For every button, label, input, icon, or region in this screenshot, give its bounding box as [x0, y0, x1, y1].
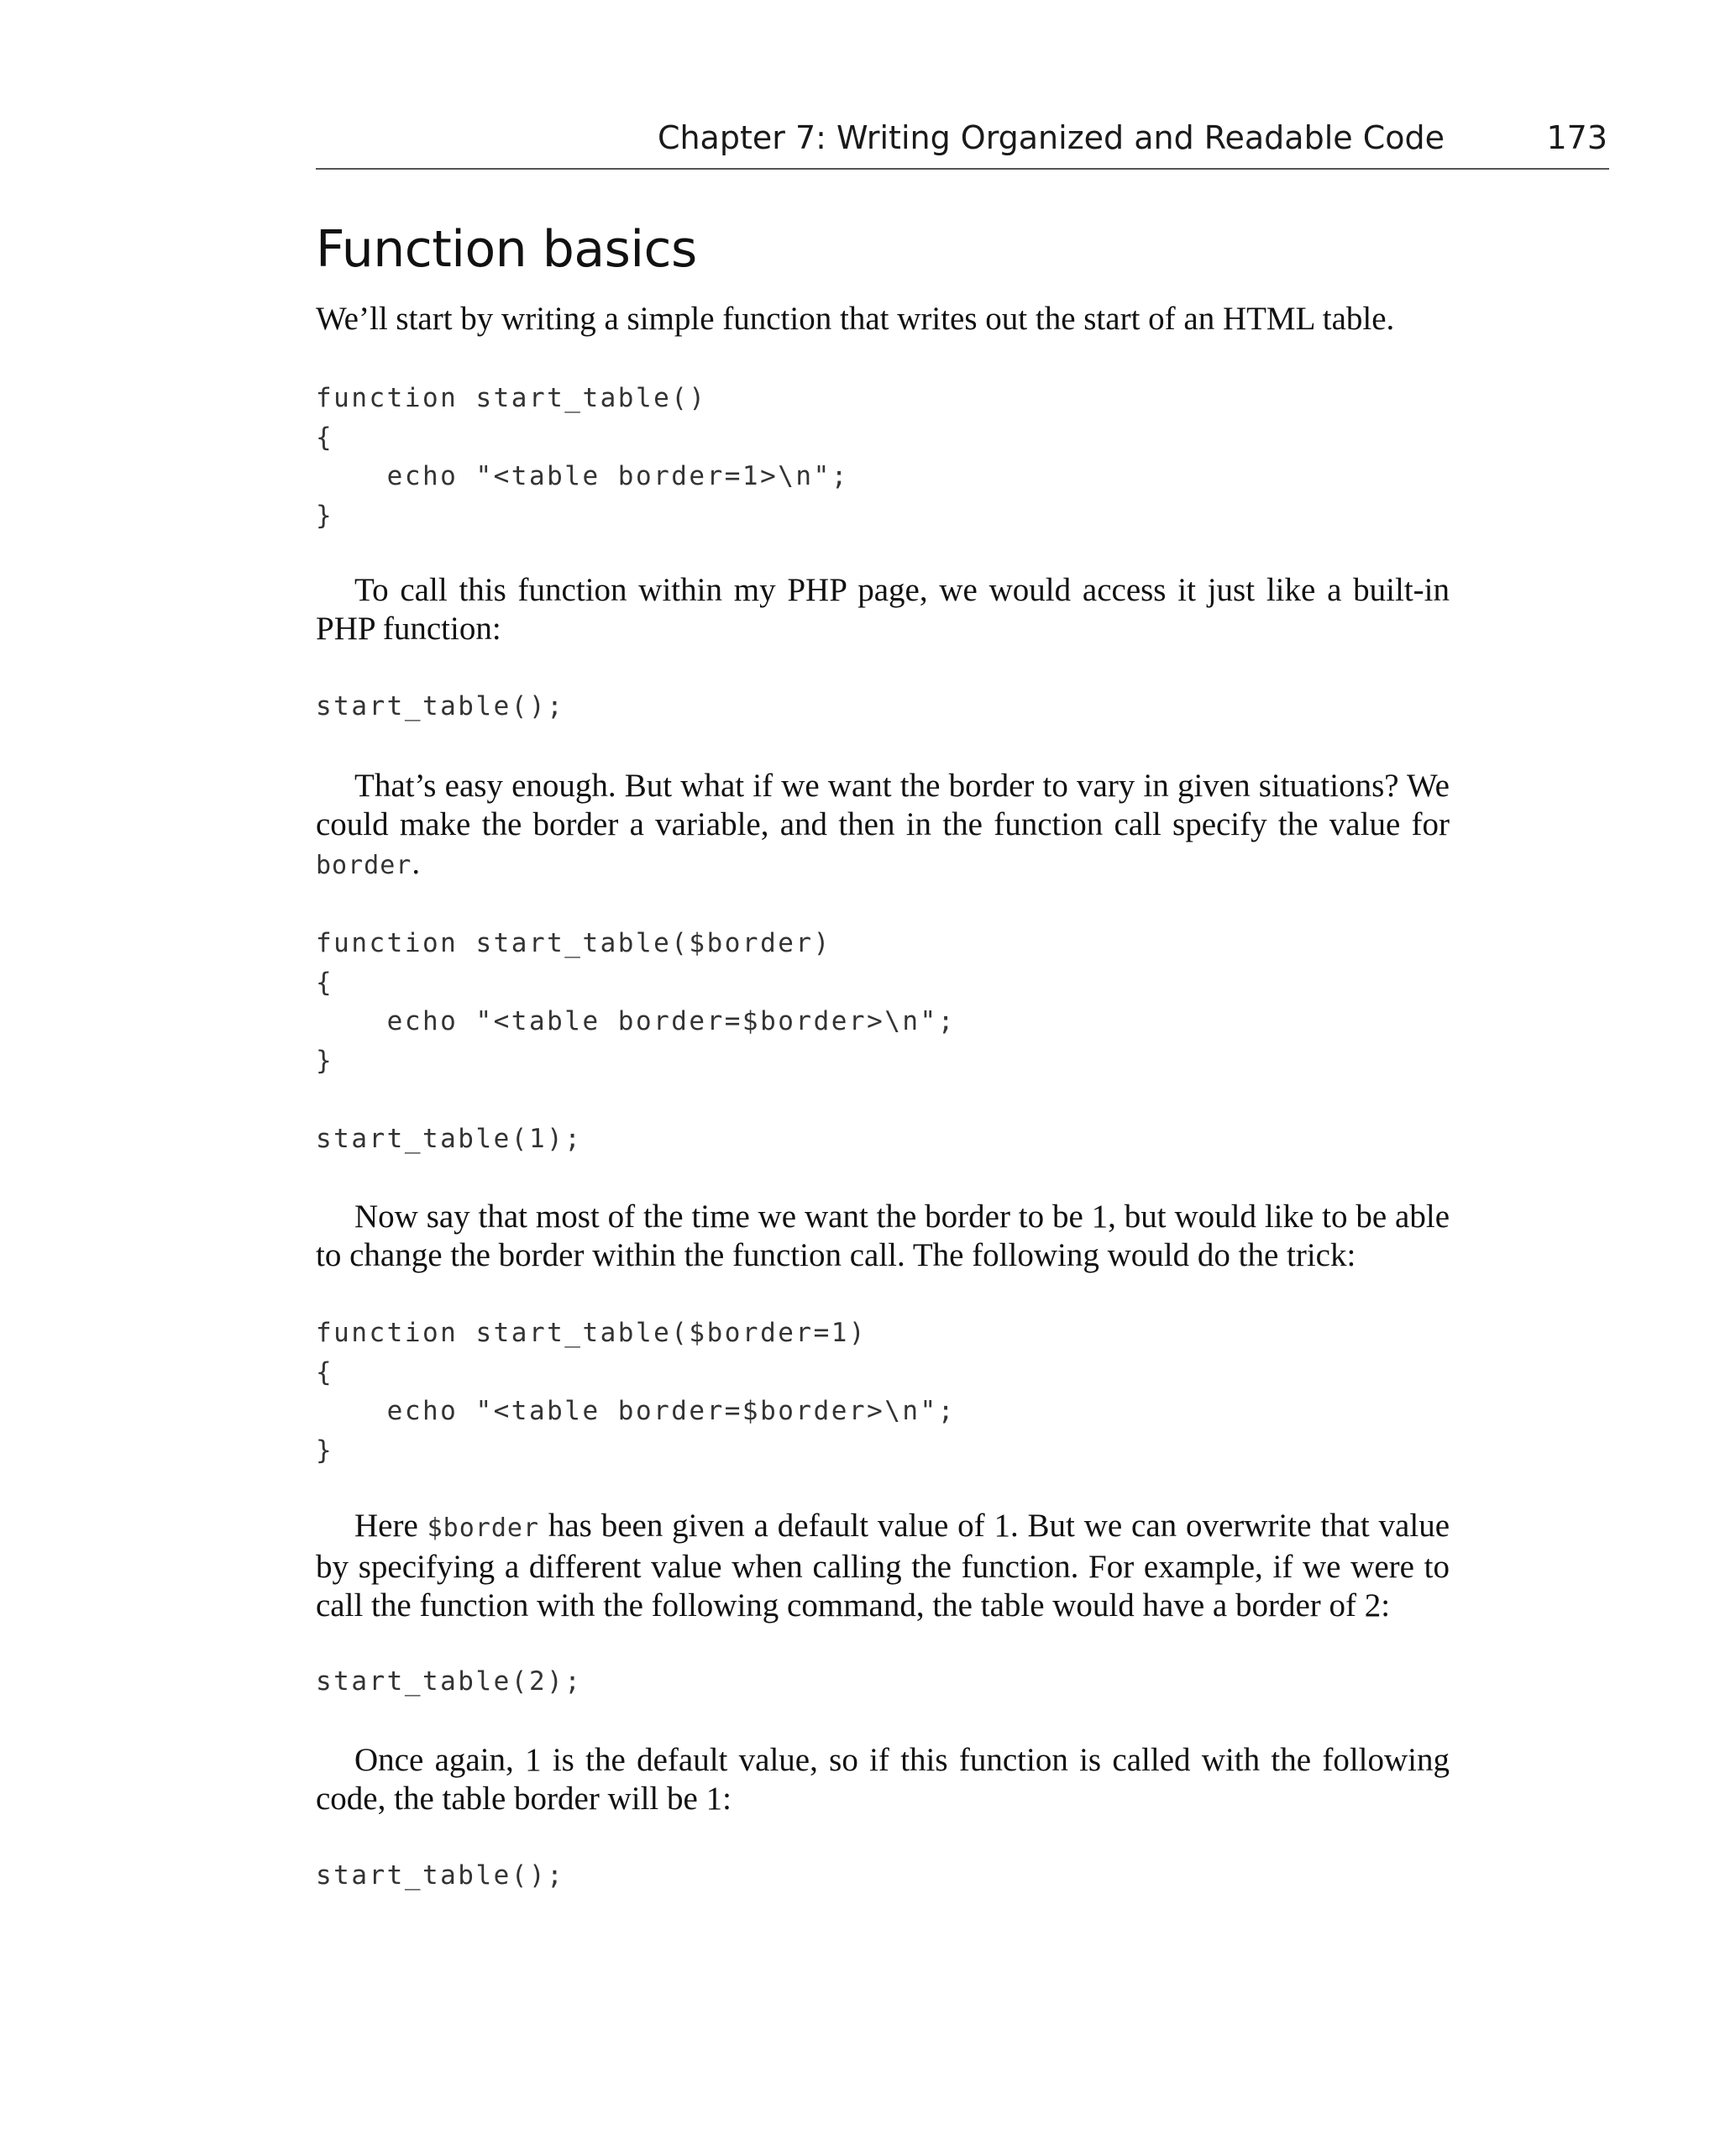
paragraph-default-block	[316, 1198, 1450, 1275]
paragraph-border-variable	[316, 767, 1450, 885]
code-block-call-2	[316, 1662, 1450, 1702]
paragraph-call-block	[316, 571, 1450, 648]
code-listing-3: function start_table($border) { echo "<table border=$border>\n"; } start_table(1);	[316, 928, 956, 1154]
code-block-call	[316, 687, 1450, 727]
paragraph-overwrite-rest: has been given a default value of 1. But we can overwrite that value by specifying a different value when calling the function. For example, if we were to call the function with the following command, the table would have a border of 2:	[316, 1508, 1450, 1624]
paragraph-default: Now say that most of the time we want the border to be 1, but would like to be able to change the border within the function call. The following would do the trick:	[316, 1199, 1450, 1273]
paragraph-call: To call this function within my PHP page, we would access it just like a built-in PHP function:	[316, 572, 1450, 647]
code-listing-1: function start_table() { echo "<table border=1>\n"; }	[316, 383, 849, 531]
paragraph-overwrite	[316, 1507, 1450, 1625]
code-listing-5: start_table(2);	[316, 1666, 583, 1697]
paragraph-overwrite-block	[316, 1507, 1450, 1625]
code-block-call-default	[316, 1856, 1450, 1896]
paragraph-overwrite-text: Here	[354, 1508, 427, 1544]
inline-code-border: border	[316, 851, 412, 880]
code-block-start-table	[316, 379, 1450, 535]
paragraph-border-variable-block	[316, 767, 1450, 885]
code-listing-4: function start_table($border=1) { echo "<table border=$border>\n"; }	[316, 1318, 956, 1466]
section-title: Function basics	[316, 220, 697, 279]
paragraph-once-again-block	[316, 1741, 1450, 1818]
code-block-default-param	[316, 1314, 1450, 1470]
paragraph-border-variable-end: .	[412, 845, 421, 881]
running-header	[316, 118, 1609, 170]
code-listing-6: start_table();	[316, 1860, 565, 1891]
code-listing-2: start_table();	[316, 691, 565, 721]
paragraph-intro-block	[316, 300, 1450, 338]
paragraph-border-variable-text: That’s easy enough. But what if we want the border to vary in given situations? We could make the border a variable, and then in the function call specify the value for	[316, 768, 1450, 842]
inline-code-dollar-border: $border	[427, 1513, 540, 1543]
chapter-title: Chapter 7: Writing Organized and Readable Code	[657, 119, 1445, 156]
paragraph-intro: We’ll start by writing a simple function that writes out the start of an HTML table.	[316, 301, 1395, 337]
paragraph-once-again: Once again, 1 is the default value, so if this function is called with the following code, the table border will be 1:	[316, 1742, 1450, 1817]
page-number: 173	[1546, 119, 1607, 156]
code-block-border-param	[316, 924, 1450, 1158]
